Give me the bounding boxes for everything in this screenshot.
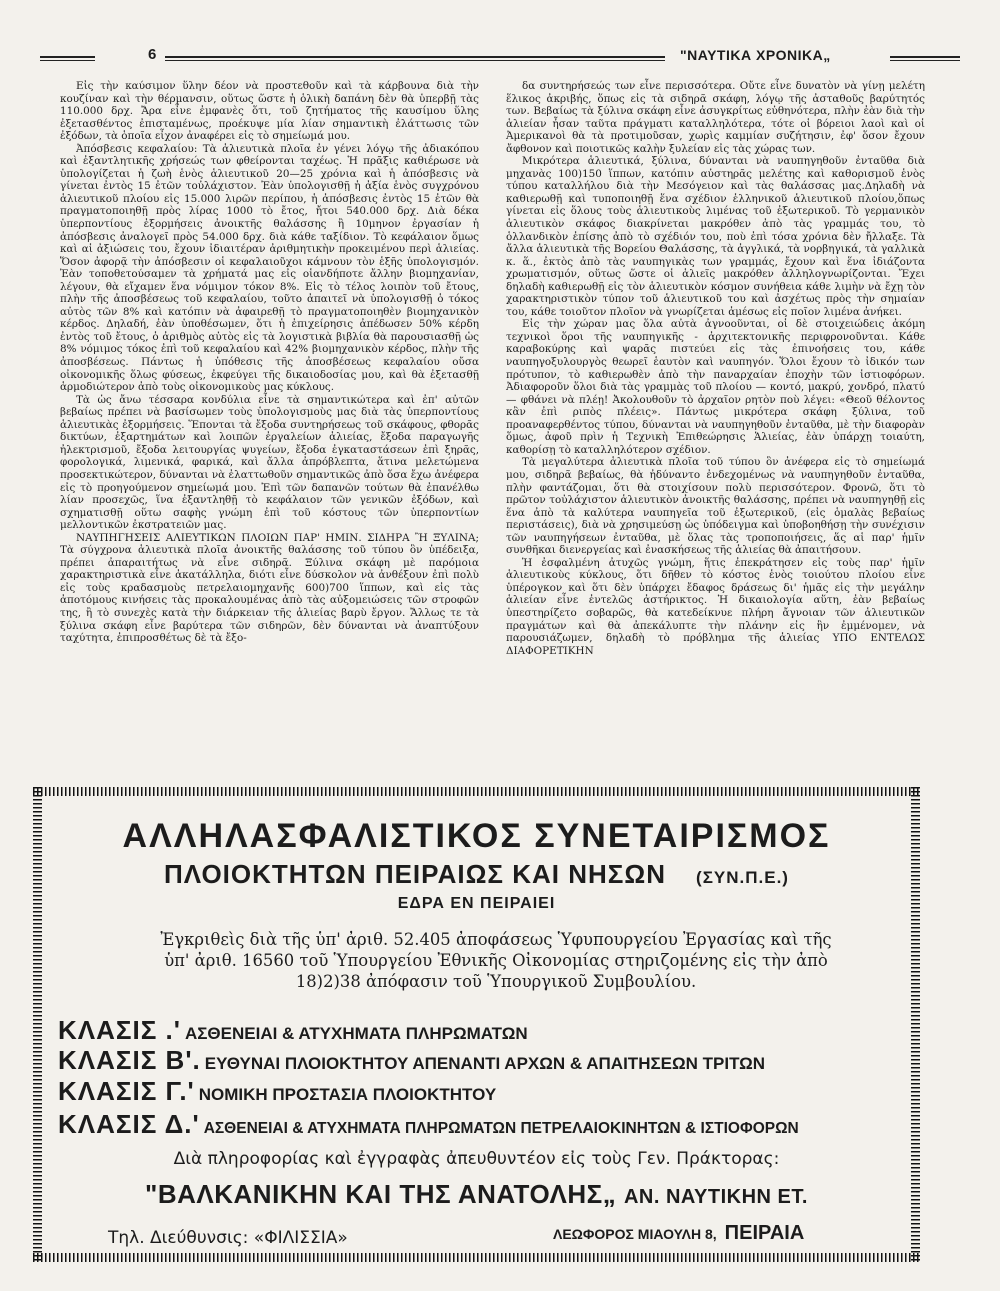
ad-border-bottom (33, 1253, 920, 1262)
ad-seat: ΕΔΡΑ ΕΝ ΠΕΙΡΑΙΕΙ (397, 895, 556, 912)
paragraph: Ἀπόσβεσις κεφαλαίου: Τὰ ἁλιευτικὰ πλοῖα ἐν γένει λόγῳ τῆς ἀδιακόπου καὶ ἐξαντλητικῆς χρήσεώς των φθείρονται ταχέως. Ἡ πρᾶξις καθιέρωσε νὰ ὑπολογίζεται ἡ ζωὴ ἑνὸς ἁλιευτικοῦ 20—25 χρόνια καὶ ἡ ἀπόσβεσις νὰ γίνεται ἐντὸς 15 ἐτῶν τοὐλάχιστον. Ἐὰν ὑπολογισθῇ ἡ ἀξία ἑνὸς συγχρόνου ἁλιευτικοῦ πλοίου εἰς 15.000 λιρῶν περίπου, ἡ ἀπόσβεσις ἐντὸς 15 ἐτῶν θὰ πραγματοποιηθῇ πρὸς λίρας 1000 τὸ ἔτος, ἤτοι 540.000 δρχ. Διὰ δέκα ὑπερποντίους ἐξορμήσεις ἀνοικτῆς θαλάσσης ἢ 10μηνον ἐργασίαν ἡ ἀπόσβεσις ἀναλογεῖ πρὸς 54.000 δρχ. διὰ κάθε ταξίδιον. Τὸ κεφάλαιον ὅμως καὶ αἱ ἀξιώσεις του, ἔχουν ἰδιαιτέραν ἀριθμητικὴν προκειμένου περὶ ἁλιείας. Ὅσον ἀφορᾷ τὴν ἀπόσβεσιν οἱ κεφαλαιοῦχοι κάμνουν τὸν ἑξῆς ὑπολογισμόν. Ἐὰν τοποθετούσαμεν τὰ χρήματά μας εἰς οἱανδήποτε ἄλλην βιομηχανίαν, λέγουν, θὰ εἴχαμεν ἕνα νόμιμον τόκον 8%. Εἰς τὸ τέλος λοιπὸν τοῦ ἔτους, πλὴν τῆς ἀποσβέσεως τοῦ κεφαλαίου, τοῦτο ἀπαιτεῖ νὰ ὑπολογισθῇ ὁ τόκος αὐτὸς τῶν 8% καὶ κατόπιν νὰ ἀφαιρεθῇ τὸ πραγματοποιηθὲν βιομηχανικὸν κέρδος. Δηλαδή, ἐὰν ὑποθέσωμεν, ὅτι ἡ ἐπιχείρησις ἀπέδωσεν 50% κέρδη ἐντὸς τοῦ ἔτους, ὁ ἀριθμὸς αὐτὸς εἰς τὰ λογιστικὰ βιβλία θὰ παρουσιασθῇ ὡς 8% νόμιμος τόκος ἐπὶ τοῦ κεφαλαίου καὶ 42% βιομηχανικὸν κέρδος, πλὴν τῆς ἀποσβέσεως. Πάντως ἡ ὑπόθεσις τῆς ἀποσβέσεως κεφαλαίου οὔσα οἰκονομικῆς ὅλως φύσεως, ἐκφεύγει τῆς δικαιοδοσίας μου, καὶ θὰ ἐξετασθῇ ἁρμοδιώτερον ἀπὸ τοὺς οἰκονομικοὺς μας κύκλους. (60, 142, 479, 394)
paragraph: δα συντηρήσεώς των εἶνε περισσότερα. Οὔτε εἶνε δυνατὸν νὰ γίνῃ μελέτη ἕλικος ἀκριβής, ὅπως εἰς τὰ σιδηρᾶ σκάφη, λόγῳ τῆς ἀσταθοῦς βαρύτητός των. Βεβαίως τὰ ξύλινα σκάφη εἶνε ἀσυγκρίτως εὐθηνότερα, πλὴν ἐὰν διὰ τὴν ἁλιείαν ἦσαν ταῦτα πράγματι καταλληλότερα, τότε οἱ βόρειοι λαοὶ καὶ οἱ Ἀμερικανοὶ θὰ τὰ προτιμοῦσαν, χωρὶς καμμίαν συζήτησιν, ἐφ' ὅσον ἔχουν ἄφθονον καὶ ποιοτικῶς καλὴν ξυλείαν εἰς τὰς χώρας των. (506, 80, 925, 155)
class-b-label: ΚΛΑΣΙΣ Β'. (58, 1045, 201, 1075)
paragraph: Εἰς τὴν καύσιμον ὕλην δέον νὰ προστεθοῦν καὶ τὰ κάρβουνα διὰ τὴν κουζίναν καὶ τὴν θέρμανσιν, οὕτως ὥστε ἡ ὁλικὴ δαπάνη δὲν θὰ ὑπερβῇ τὰς 110.000 δρχ. Ἄρα εἶνε ἐμφανὲς ὅτι, τοῦ ζητήματος τῆς καυσίμου ὕλης ἐξετασθέντος ἐπισταμένως, προέκυψε μία λίαν σημαντικὴ ἐλάττωσις τῶν ἐξόδων, τὰ ὁποῖα εἶχον ἀναφέρει εἰς τὸ σημείωμά μου. (60, 80, 479, 143)
header-rule-middle-thin (165, 60, 665, 61)
page-number: 6 (148, 46, 157, 63)
ad-agent (33, 1179, 920, 1210)
class-a-text: ΑΣΘΕΝΕΙΑΙ & ΑΤΥΧΗΜΑΤΑ ΠΛΗΡΩΜΑΤΩΝ (184, 1024, 528, 1043)
street-address (553, 1222, 804, 1245)
article-column-right (506, 80, 925, 657)
class-a-label: ΚΛΑΣΙΣ .' (58, 1015, 181, 1045)
agent-suffix: ΑΝ. ΝΑΥΤΙΚΗΝ ΕΤ. (623, 1186, 808, 1208)
class-d (58, 1109, 799, 1140)
ad-border-top (33, 787, 920, 796)
class-c-text: ΝΟΜΙΚΗ ΠΡΟΣΤΑΣΙΑ ΠΛΟΙΟΚΤΗΤΟΥ (198, 1085, 497, 1104)
header-rule-right-thin (890, 60, 960, 61)
ad-subtitle (33, 859, 920, 890)
header-rule-left (40, 56, 95, 58)
publication-title: "ΝΑΥΤΙΚΑ ΧΡΟΝΙΚΑ„ (680, 47, 831, 63)
page-header (40, 46, 960, 70)
agent-name: "ΒΑΛΚΑΝΙΚΗΝ ΚΑΙ ΤΗΣ ΑΝΑΤΟΛΗΣ„ (145, 1179, 617, 1209)
paragraph: Τὰ ὡς ἄνω τέσσαρα κονδύλια εἶνε τὰ σημαντικώτερα καὶ ἐπ' αὐτῶν βεβαίως πρέπει νὰ βασίσωμεν τοὺς ὑπολογισμοὺς μας διὰ τὰς ὑπερποντίους ἁλιευτικὰς ἐξορμήσεις. Ἕπονται τὰ ἔξοδα συντηρήσεως τοῦ σκάφους, φθορᾶς δικτύων, ἐξαρτημάτων καὶ λοιπῶν ἐργαλείων ἁλιείας, ἔξοδα παραγωγῆς ἠλεκτρισμοῦ, ἔξοδα λειτουργίας ψυγείων, ἔξοδα ἐγκαταστάσεων ἐπὶ ξηρᾶς, φορολογικά, λιμενικά, φαρικά, καὶ ἄλλα ἀπρόβλεπτα, ἅτινα μελετώμενα προσεκτικώτερον, δύνανται νὰ ἐλαττωθοῦν σημαντικῶς ἀπὸ ὅσα ἔχω ἀνέφερα εἰς τὸ προηγούμενον σημείωμά μου. Ἐπὶ τῶν δαπανῶν τούτων θὰ ἐπανέλθω λίαν προσεχῶς, ἵνα ἐξαντληθῇ τὸ κεφάλαιον τῶν γενικῶν ἐξόδων, καὶ σχηματισθῇ οὕτω σαφὴς γνώμη ἐπὶ τοῦ κόστους τῶν ὑπερποντίων μελλοντικῶν ἐκστρατειῶν μας. (60, 393, 479, 532)
class-c-label: ΚΛΑΣΙΣ Γ.' (58, 1076, 195, 1106)
header-rule-left-thin (40, 60, 95, 61)
paragraph: Ἡ ἐσφαλμένη ἀτυχῶς γνώμη, ἥτις ἐπεκράτησεν εἰς τοὺς παρ' ἡμῖν ἁλιευτικοὺς κύκλους, ὅτι δῆθεν τὸ κόστος ἑνὸς τοιούτου πλοίου εἶνε ὑπέρογκον καὶ ὅτι δὲν ὑπάρχει ἔδαφος δράσεως δι' ἡμᾶς εἰς τὴν μεγάλην ἁλιείαν εἶνε ἐντελῶς ἀστήρικτος. Ἡ δικαιολογία αὕτη, ἐὰν βεβαίως ὑπεστηρίζετο σοβαρῶς, θὰ κατεδείκνυε πλήρη ἄγνοιαν τῶν ἁλιευτικῶν πραγμάτων καὶ θὰ ἀπεκάλυπτε τὴν πλάνην εἰς ἣν ἐμμένομεν, νὰ παρουσιάζωμεν, δηλαδὴ τὸ πρόβλημα τῆς ἁλιείας ΥΠΟ ΕΝΤΕΛΩΣ ΔΙΑΦΟΡΕΤΙΚΗΝ (506, 556, 925, 657)
header-rule-right (890, 56, 960, 58)
paragraph: Εἰς τὴν χώραν μας ὅλα αὐτὰ ἀγνοοῦνται, οἱ δὲ στοιχειώδεις ἀκόμη τεχνικοὶ ὅροι τῆς ναυπηγικῆς - ἀρχιτεκτονικῆς περιφρονοῦνται. Κάθε καραβοκύρης καὶ ψαρᾶς πιστεύει εἰς τὰς ἐπινοήσεις του, κάθε ναυπηγοξυλουργὸς θεωρεῖ ἑαυτὸν καὶ ναυπηγόν. Ὅλοι ἔχουν τὸ ἰδικόν των πρότυπον, τὸ καθιερωθὲν ἀπὸ τὴν παναρχαίαν ἐποχὴν τῶν ἱστιοφόρων. Ἀδιαφοροῦν ὅλοι διὰ τὰς γραμμὰς τοῦ πλοίου — κοντό, μακρύ, χονδρό, πλατύ — φθάνει νὰ πλέῃ! Ἀκολουθοῦν τὸ ἀρχαῖον ρητὸν ποὺ λέγει: «Θεοῦ θέλοντος κἂν ἐπὶ ριπὸς πλέεις». Πάντως μικρότερα σκάφη ξύλινα, τοῦ προαναφερθέντος τύπου, δύνανται νὰ ναυπηγηθοῦν ἐνταῦθα, μὲ τὴν διαφορὰν ὅμως, ἀφοῦ πρὶν ἡ Τεχνικὴ Ἐπιθεώρησις Ἁλιείας, ἐὰν ὑπάρχῃ τοιαύτη, καθορίσῃ τὸ καταλληλότερον σχέδιον. (506, 318, 925, 456)
paragraph: ΝΑΥΠΗΓΗΣΕΙΣ ΑΛΙΕΥΤΙΚΩΝ ΠΛΟΙΩΝ ΠΑΡ' ΗΜΙΝ. ΣΙΔΗΡΑ Ἢ ΞΥΛΙΝΑ; Τὰ σύγχρονα ἁλιευτικὰ πλοῖα ἀνοικτῆς θαλάσσης τοῦ τύπου ὃν ὑπέδειξα, πρέπει ἀπαραιτήτως νὰ εἶνε σιδηρᾶ. Ξύλινα σκάφη μὲ παρόμοια χαρακτηριστικὰ εἶνε ἀκατάλληλα, διότι εἶνε δύσκολον νὰ ἀνθέξουν ἐπὶ πολὺ εἰς τοὺς κραδασμοὺς πετρελαιομηχανῆς 600)700 ἵππων, καὶ εἰς τὰς ἀποτόμους κινήσεις τὰς προκαλουμένας ἀπὸ τὰς αὐξομειώσεις τῶν στροφῶν της, ἢ τὸ συνεχὲς κατὰ τὴν διάρκειαν τῆς ἁλιείας βαρὺ ἔργον. Ἄλλως τε τὰ ξύλινα σκάφη εἶνε βαρύτερα τῶν σιδηρῶν, δὲν δύνανται νὰ ἀναπτύξουν ταχύτητα, ἐπιπροσθέτως δὲ τὰ ἔξο- (60, 531, 479, 645)
paragraph: Μικρότερα ἁλιευτικά, ξύλινα, δύνανται νὰ ναυπηγηθοῦν ἐνταῦθα διὰ μηχανὰς 100)150 ἵππων, κατόπιν αὐστηρᾶς μελέτης καὶ καθορισμοῦ ἑνὸς τύπου καταλλήλου διὰ τὴν Μεσόγειον καὶ τὰς θαλάσσας μας.Δηλαδὴ νὰ καθιερωθῇ καὶ τυποποιηθῇ ἕνα σχέδιον ἑλληνικοῦ ἁλιευτικοῦ πλοίου,ὅπως γίνεται εἰς ὅλους τοὺς ἁλιευτικοὺς λιμένας τοῦ ἐξωτερικοῦ. Τὸ γερμανικὸν ἁλιευτικὸν σκάφος διακρίνεται μακρόθεν ἀπὸ τὰς γραμμάς του, τὸ ὁλλανδικὸν ἐπίσης ἀπὸ τὸ σχέδιόν του, ποὺ ἐπὶ τόσα χρόνια δὲν ἤλλαξε. Τὰ ἄλλα ἁλιευτικὰ τῆς Βορείου Θαλάσσης, τὰ ἀγγλικά, τὰ νορβηγικά, τὰ γαλλικὰ κ. ἅ., ἐκτὸς ἀπὸ τὰς ναυπηγικὰς των γραμμάς, ἔχουν καὶ ἕνα ἰδιάζοντα χρωματισμόν, οὕτως ὥστε οἱ ἁλιεῖς μακρόθεν ἀλληλογνωρίζονται. Ἔχει δηλαδὴ καθιερωθῇ εἰς τὸν ἁλιευτικὸν κόσμον συνήθεια κάθε λιμὴν νὰ ἔχῃ τὸν χαρακτηριστικὸν τύπον τοῦ ἁλιευτικοῦ του καὶ ἀσχέτως πρὸς τὴν σημαίαν του, κάθε τοιοῦτον πλοῖον νὰ γνωρίζεται ἀμέσως εἰς ποῖον λιμένα ἀνήκει. (506, 155, 925, 318)
class-c (58, 1076, 496, 1107)
article-column-left (60, 80, 479, 645)
address-city: ΠΕΙΡΑΙΑ (724, 1222, 805, 1244)
class-d-label: ΚΛΑΣΙΣ Δ.' (58, 1109, 200, 1139)
class-b-text: ΕΥΘΥΝΑΙ ΠΛΟΙΟΚΤΗΤΟΥ ΑΠΕΝΑΝΤΙ ΑΡΧΩΝ & ΑΠΑΙΤΗΣΕΩΝ ΤΡΙΤΩΝ (204, 1054, 766, 1073)
header-rule-middle (165, 56, 665, 58)
class-a (58, 1015, 528, 1046)
ad-approval-text: Ἐγκριθεὶς διὰ τῆς ὑπ' ἀριθ. 52.405 ἀποφάσεως Ὑφυπουργείου Ἐργασίας καὶ τῆς ὑπ' ἀριθ. 16560 τοῦ Ὑπουργείου Ἐθνικῆς Οἰκονομίας στηριζομένης εἰς τὴν ἀπὸ 18)2)38 ἀπόφασιν τοῦ Ὑπουργικοῦ Συμβουλίου. (160, 930, 832, 991)
ad-info-line: Διὰ πληροφορίας καὶ ἐγγραφὰς ἀπευθυντέον εἰς τοὺς Γεν. Πράκτορας: (173, 1149, 780, 1169)
address-street: ΛΕΩΦΟΡΟΣ ΜΙΑΟΥΛΗ 8, (553, 1226, 717, 1242)
ad-abbrev: (ΣΥΝ.Π.Ε.) (696, 868, 789, 887)
paragraph: Τὰ μεγαλύτερα ἁλιευτικὰ πλοῖα τοῦ τύπου ὃν ἀνέφερα εἰς τὸ σημείωμά μου, σιδηρᾶ βεβαίως, θὰ ἠδύναντο ἐνδεχομένως νὰ ναυπηγηθοῦν ἐνταῦθα, πλὴν φαντάζομαι, ὅτι θὰ στοιχίσουν πολὺ περισσότερον. Φρονῶ, ὅτι τὸ πρῶτον τοὐλάχιστον ἁλιευτικὸν ἀνοικτῆς θαλάσσης, πρέπει νὰ ναυπηγηθῇ εἰς ἕνα ἀπὸ τὰ καλύτερα ναυπηγεῖα τοῦ ἐξωτερικοῦ, (εἰς ὁμαλὰς βεβαίως περιστάσεις), διὰ νὰ χρησιμεύσῃ ὡς ὑπόδειγμα καὶ ὑποβοηθήσῃ τὴν συνέχισιν τῶν ναυπηγήσεων ἐνταῦθα, μὲ ὅλας τὰς τροποποιήσεις, ἅς αἱ παρ' ἡμῖν συνθῆκαι διενεργείας καὶ ἐνασκήσεως τῆς ἁλιείας θὰ ἀπαιτήσουν. (506, 456, 925, 557)
telegraph-address: Τηλ. Διεύθυνσις: «ΦΙΛΙΣΣΙΑ» (108, 1228, 348, 1248)
class-d-text: ΑΣΘΕΝΕΙΑΙ & ΑΤΥΧΗΜΑΤΑ ΠΛΗΡΩΜΑΤΩΝ ΠΕΤΡΕΛΑΙΟΚΙΝΗΤΩΝ & ΙΣΤΙΟΦΟΡΩΝ (203, 1120, 799, 1137)
ad-title: ΑΛΛΗΛΑΣΦΑΛΙΣΤΙΚΟΣ ΣΥΝΕΤΑΙΡΙΣΜΟΣ (122, 817, 831, 855)
class-b (58, 1045, 765, 1076)
insurance-advertisement (33, 787, 920, 1262)
ad-subtitle-text: ΠΛΟΙΟΚΤΗΤΩΝ ΠΕΙΡΑΙΩΣ ΚΑΙ ΝΗΣΩΝ (164, 859, 667, 889)
